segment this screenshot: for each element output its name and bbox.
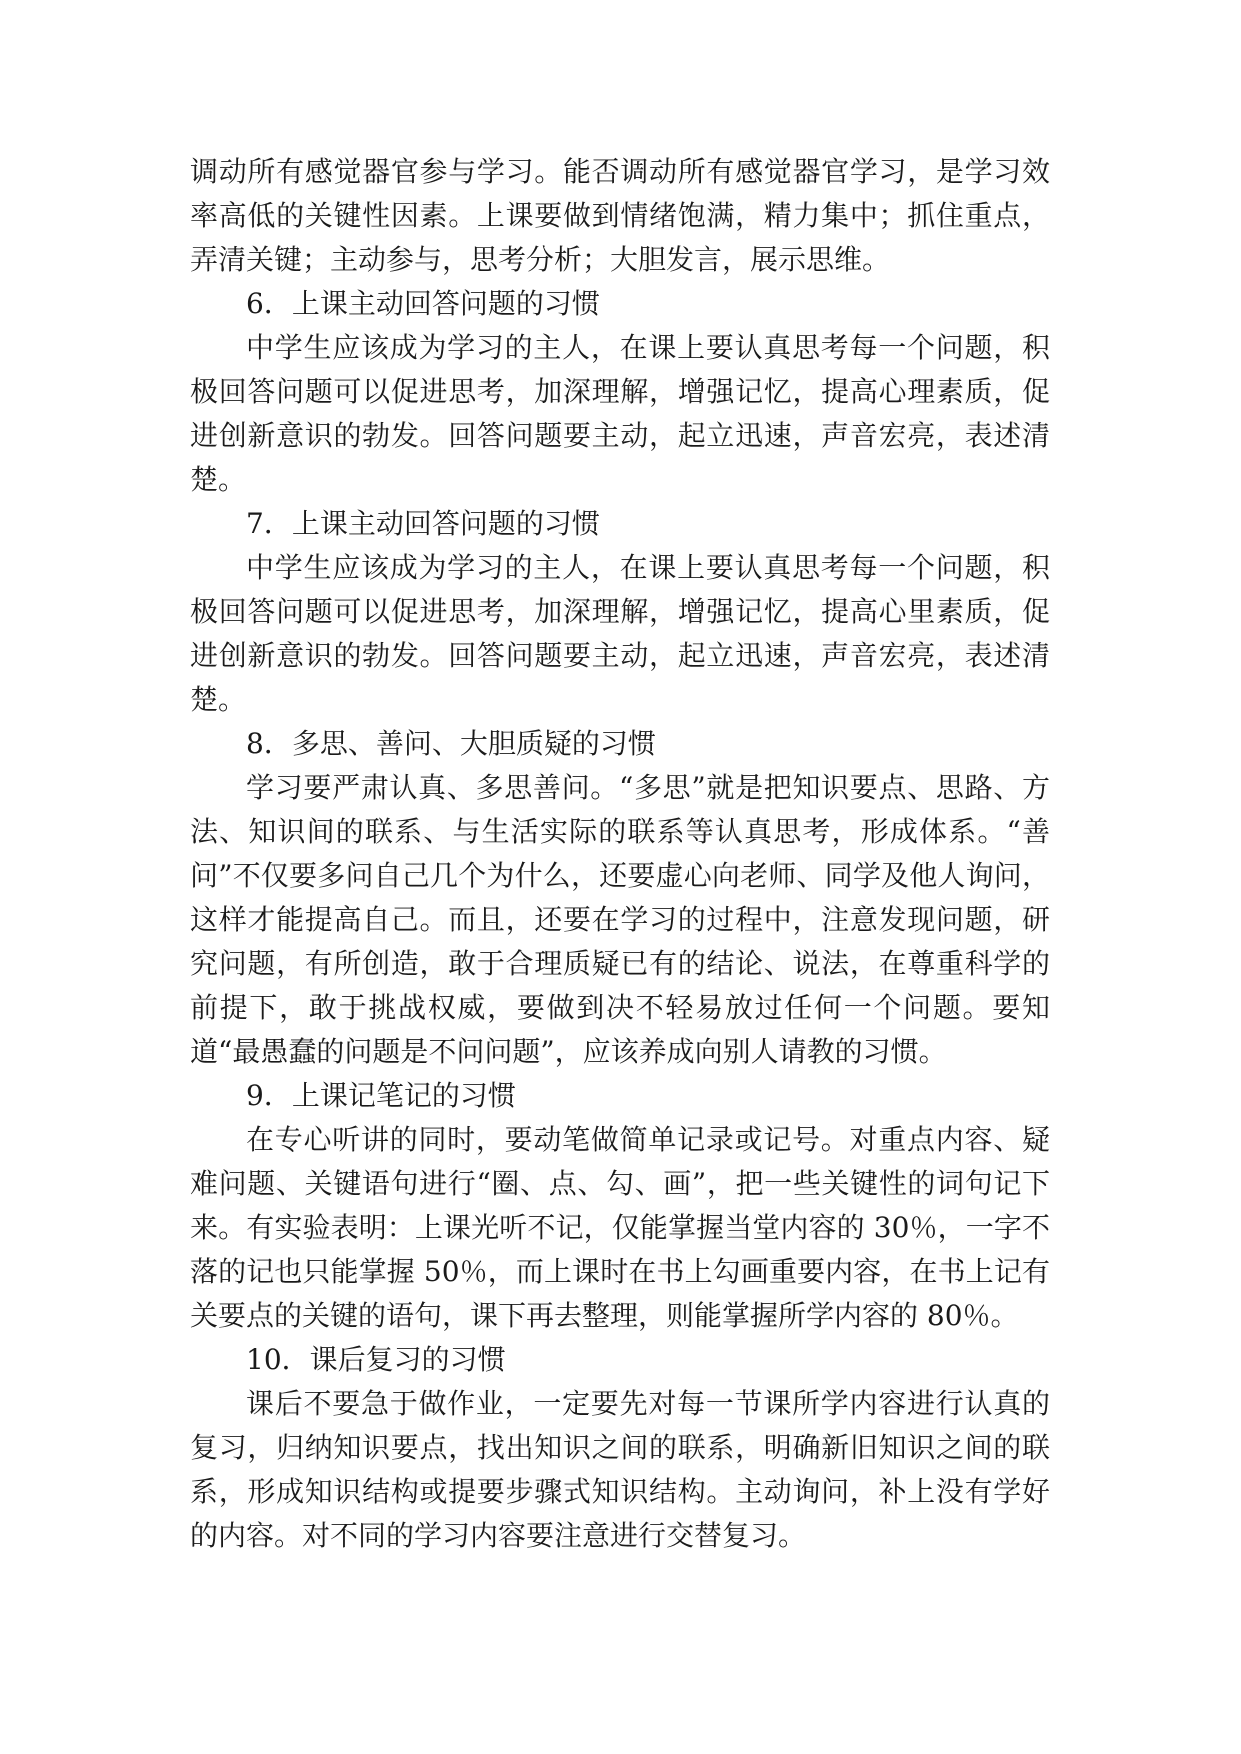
paragraph-section-8: 学习要严肃认真、多思善问。“多思”就是把知识要点、思路、方法、知识间的联系、与生活实际的联系等认真思考，形成体系。“善问”不仅要多问自己几个为什么，还要虚心向老师、同学及他人询问，这样才能提高自己。而且，还要在学习的过程中，注意发现问题，研究问题，有所创造，敢于合理质疑已有的结论、说法，在尊重科学的前提下，敢于挑战权威，要做到决不轻易放过任何一个问题。要知道“最愚蠢的问题是不问问题”，应该养成向别人请教的习惯。 <box>190 771 1050 1068</box>
section-heading-7: 7．上课主动回答问题的习惯 <box>246 507 600 540</box>
section-heading-9: 9．上课记笔记的习惯 <box>246 1079 516 1112</box>
section-heading-6: 6．上课主动回答问题的习惯 <box>246 287 600 320</box>
paragraph-continuation: 调动所有感觉器官参与学习。能否调动所有感觉器官学习，是学习效率高低的关键性因素。上课要做到情绪饱满，精力集中；抓住重点，弄清关键；主动参与，思考分析；大胆发言，展示思维。 <box>190 155 1050 276</box>
paragraph-section-9: 在专心听讲的同时，要动笔做简单记录或记号。对重点内容、疑难问题、关键语句进行“圈、点、勾、画”，把一些关键性的词句记下来。有实验表明：上课光听不记，仅能掌握当堂内容的 30％，一字不落的记也只能掌握 50％，而上课时在书上勾画重要内容，在书上记有关要点的关键的语句，课下再去整理，则能掌握所学内容的 80％。 <box>190 1123 1050 1332</box>
document-page <box>190 150 1050 1558</box>
paragraph-section-10: 课后不要急于做作业，一定要先对每一节课所学内容进行认真的复习，归纳知识要点，找出知识之间的联系，明确新旧知识之间的联系，形成知识结构或提要步骤式知识结构。主动询问，补上没有学好的内容。对不同的学习内容要注意进行交替复习。 <box>190 1387 1050 1552</box>
paragraph-section-7: 中学生应该成为学习的主人，在课上要认真思考每一个问题，积极回答问题可以促进思考，加深理解，增强记忆，提高心里素质，促进创新意识的勃发。回答问题要主动，起立迅速，声音宏亮，表述清楚。 <box>190 551 1050 716</box>
section-heading-8: 8．多思、善问、大胆质疑的习惯 <box>246 727 656 760</box>
paragraph-section-6: 中学生应该成为学习的主人，在课上要认真思考每一个问题，积极回答问题可以促进思考，加深理解，增强记忆，提高心理素质，促进创新意识的勃发。回答问题要主动，起立迅速，声音宏亮，表述清楚。 <box>190 331 1050 496</box>
section-heading-10: 10．课后复习的习惯 <box>246 1343 506 1376</box>
